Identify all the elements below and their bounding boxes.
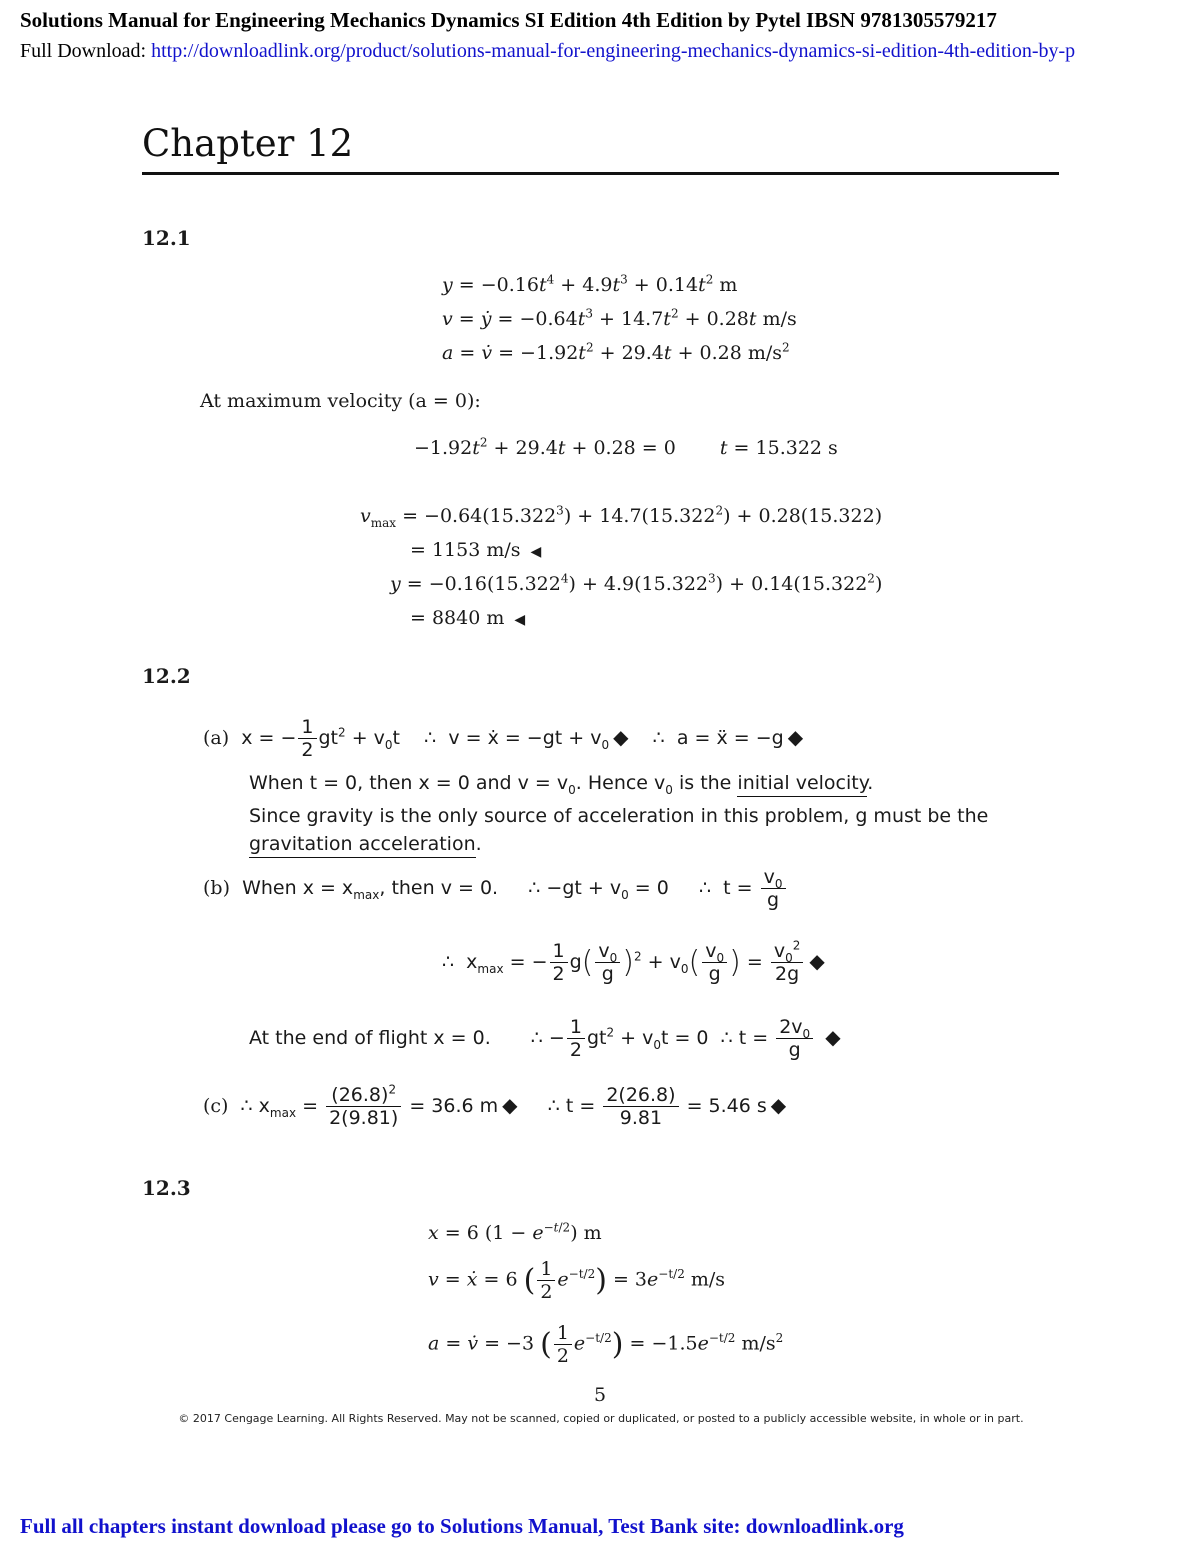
eq-max-velocity-condition: $-1.92t^2 + 29.4t + 0.28 = 0$ t = 15.322 s bbox=[414, 435, 838, 459]
eq-velocity-12-3: v = ẋ = 6 ( $\frac{1}{2}$ $e^{-t/2}) = 3e^{-t/2}$ m/s bbox=[428, 1258, 726, 1303]
eq-acceleration-12-3: a = v̇ = −3 ( $\frac{1}{2}$ $e^{-t/2}) = -1.5e^{-t/2}$ $m/s^2$ bbox=[428, 1322, 784, 1367]
gravitation-acceleration-text: gravitation acceleration. bbox=[249, 833, 482, 855]
end-of-flight-line: At the end of flight x = 0. ∴ − $\frac{1}{2}$ $gt^2 + v_0t = 0$ ∴ t = $\frac{2v_0}{g}$ ◆ bbox=[249, 1016, 841, 1061]
eq-acceleration-12-1: a = v̇ = $-1.92t^2 + 29.4t + 0.28$ $m/s^2$ bbox=[442, 340, 790, 364]
part-a-label: (a) bbox=[203, 727, 230, 749]
eq-velocity-12-1: v = ẏ = $-0.64t^3 + 14.7t^2 + 0.28t$ m/s bbox=[442, 306, 797, 330]
chapter-rule bbox=[142, 172, 1059, 175]
part-c-results: (c) ∴ $x_{max}$ = $\frac{(26.8)^2}{2(9.81)}$ = 36.6 m ◆ ∴ t = $\frac{2(26.8)}{9.81}$ = 5.46 s ◆ bbox=[203, 1082, 787, 1129]
part-b-first-line: (b) When $x = x_{max}$, then v = 0. ∴ $-gt + v_0 = 0$ ∴ t = $\frac{v_0}{g}$ bbox=[203, 866, 788, 911]
eq-y-at-vmax: $y = -0.16(15.322^4) + 4.9(15.322^3) + 0.14(15.322^2)$ bbox=[390, 571, 883, 595]
eq-xmax-derivation: ∴ $x_{max}$ = − $\frac{1}{2}$ g( $\frac{v_0}{g}$ )$^2 + v_0$( $\frac{v_0}{g}$ ) = $\frac{v_0^2}{2g}$ ◆ bbox=[442, 938, 825, 985]
eq-position-12-1: $y = -0.16t^4 + 4.9t^3 + 0.14t^2$ m bbox=[442, 272, 738, 296]
problem-12-2-heading: 12.2 bbox=[142, 664, 191, 688]
eq-y-result: = 8840 m ◀ bbox=[410, 607, 526, 629]
eq-vmax-result: = 1153 m/s ◀ bbox=[410, 539, 542, 561]
since-gravity-text: Since gravity is the only source of acceleration in this problem, g must be the bbox=[249, 805, 989, 827]
chapter-title: Chapter 12 bbox=[142, 122, 354, 165]
part-a-equations: (a) x = − $\frac{1}{2}$ $gt^2 + v_0t$ ∴ v = ẋ = $-gt + v_0$ ◆ ∴ a = ẍ = −g ◆ bbox=[203, 716, 804, 761]
eq-vmax: $v_{max} = -0.64(15.322^3) + 14.7(15.322^2) + 0.28(15.322)$ bbox=[360, 503, 883, 530]
problem-12-3-heading: 12.3 bbox=[142, 1176, 191, 1200]
footer-download-text[interactable]: Full all chapters instant download please go to Solutions Manual, Test Bank site: downloadlink.org bbox=[20, 1514, 904, 1538]
problem-12-1-heading: 12.1 bbox=[142, 226, 191, 250]
banner-title: Solutions Manual for Engineering Mechanics Dynamics SI Edition 4th Edition by Pytel IBSN 9781305579217 bbox=[20, 8, 997, 32]
copyright-notice: © 2017 Cengage Learning. All Rights Reserved. May not be scanned, copied or duplicated, or posted to a publicly accessible website, in whole or in part. bbox=[178, 1412, 1024, 1425]
download-link[interactable]: http://downloadlink.org/product/solutions-manual-for-engineering-mechanics-dynamics-si-edition-4th-edition-by-p bbox=[151, 40, 1076, 62]
eq-position-12-3: x = 6 $(1 - e^{-t/2})$ m bbox=[428, 1220, 602, 1244]
at-max-velocity-text: At maximum velocity (a = 0): bbox=[200, 390, 481, 412]
download-label: Full Download: bbox=[20, 40, 152, 62]
page-number: 5 bbox=[593, 1384, 607, 1406]
download-line bbox=[20, 40, 1200, 63]
when-t0-text: When t = 0, then x = 0 and $v = v_0$. Hence $v_0$ is the initial velocity. bbox=[249, 772, 874, 797]
